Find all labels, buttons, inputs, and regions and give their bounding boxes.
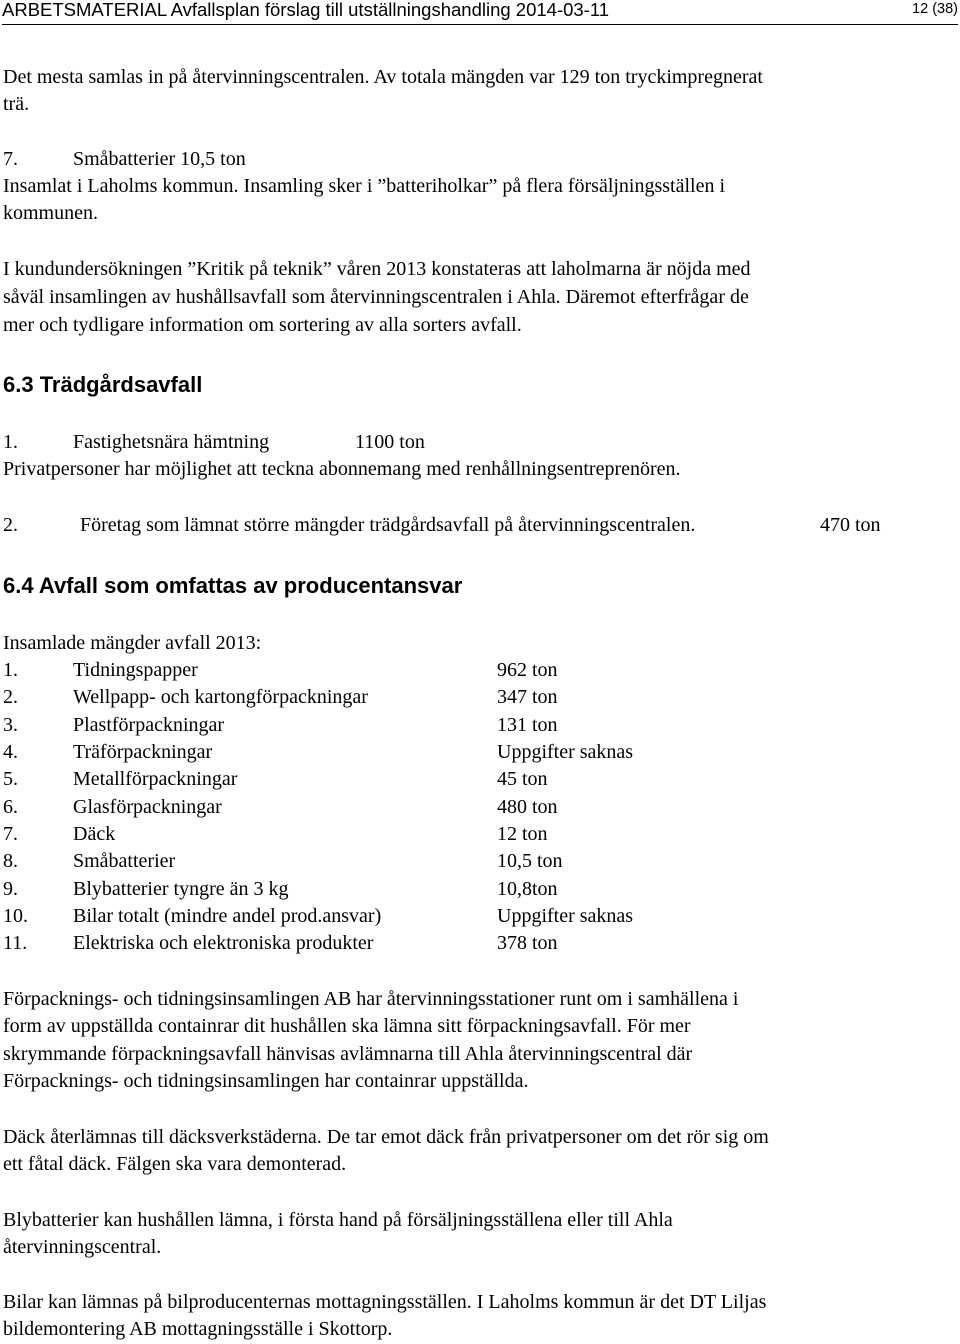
list-item-7-amount: 12 ton <box>497 823 548 845</box>
item7-number: 7. <box>3 148 18 170</box>
ftiab-line-2: form av uppställda containrar dit hushållen ska lämna sitt förpackningsavfall. För mer <box>3 1015 691 1037</box>
list-item-10-amount: Uppgifter saknas <box>497 905 634 927</box>
garden-item2-amount: 470 ton <box>820 514 881 536</box>
ftiab-line-4: Förpacknings- och tidningsinsamlingen har containrar uppställda. <box>3 1070 529 1092</box>
survey-line-3: mer och tydligare information om sortering av alla sorters avfall. <box>3 314 522 336</box>
list-item-3-number: 3. <box>3 714 18 736</box>
list-item-3-label: Plastförpackningar <box>73 714 225 736</box>
list-item-5-label: Metallförpackningar <box>73 768 238 790</box>
document-title: ARBETSMATERIAL Avfallsplan förslag till utställningshandling 2014-03-11 <box>2 0 610 20</box>
list-item-2-amount: 347 ton <box>497 686 558 708</box>
list-item-11-amount: 378 ton <box>497 932 558 954</box>
survey-line-1: I kundundersökningen ”Kritik på teknik” våren 2013 konstateras att laholmarna är nöjda med <box>3 258 751 280</box>
page-header <box>2 0 958 25</box>
list-item-1-amount: 962 ton <box>497 659 558 681</box>
garden-item1-amount: 1100 ton <box>355 431 425 453</box>
ftiab-line-3: skrymmande förpackningsavfall hänvisas avlämnarna till Ahla återvinningscentral där <box>3 1043 693 1065</box>
garden-item2-text: Företag som lämnat större mängder trädgårdsavfall på återvinningscentralen. <box>80 514 696 536</box>
list-item-8-number: 8. <box>3 850 18 872</box>
garden-item1-number: 1. <box>3 431 18 453</box>
heading-6-4: 6.4 Avfall som omfattas av producentansvar <box>3 573 463 598</box>
cars-line-1: Bilar kan lämnas på bilproducenternas mottagningsställen. I Laholms kommun är det DT Liljas <box>3 1291 767 1313</box>
batteries-line-2: återvinningscentral. <box>3 1236 162 1258</box>
list-item-9-label: Blybatterier tyngre än 3 kg <box>73 878 289 900</box>
heading-6-3: 6.3 Trädgårdsavfall <box>3 372 203 397</box>
list-item-10-number: 10. <box>3 905 28 927</box>
batteries-line-1: Blybatterier kan hushållen lämna, i första hand på försäljningsställena eller till Ahla <box>3 1209 673 1231</box>
list-item-4-label: Träförpackningar <box>73 741 213 763</box>
list-item-7-number: 7. <box>3 823 18 845</box>
garden-item1-desc: Privatpersoner har möjlighet att teckna abonnemang med renhållningsentreprenören. <box>3 458 681 480</box>
garden-item2-number: 2. <box>3 514 18 536</box>
list-item-5-amount: 45 ton <box>497 768 548 790</box>
list-item-11-label: Elektriska och elektroniska produkter <box>73 932 374 954</box>
list-item-11-number: 11. <box>3 932 28 954</box>
garden-item1-text: Fastighetsnära hämtning <box>73 431 270 453</box>
list-item-3-amount: 131 ton <box>497 714 558 736</box>
list-item-8-amount: 10,5 ton <box>497 850 563 872</box>
list-item-9-amount: 10,8ton <box>497 878 558 900</box>
list-item-2-number: 2. <box>3 686 18 708</box>
list-item-1-number: 1. <box>3 659 18 681</box>
list-item-4-number: 4. <box>3 741 18 763</box>
intro-line-2: trä. <box>3 93 30 115</box>
tires-line-1: Däck återlämnas till däcksverkstäderna. De tar emot däck från privatpersoner om det rör sig om <box>3 1126 769 1148</box>
list-item-8-label: Småbatterier <box>73 850 176 872</box>
list-item-9-number: 9. <box>3 878 18 900</box>
tires-line-2: ett fåtal däck. Fälgen ska vara demonterad. <box>3 1153 347 1175</box>
intro-line-1: Det mesta samlas in på återvinningscentralen. Av totala mängden var 129 ton tryckimpregnerat <box>3 66 763 88</box>
list-item-6-number: 6. <box>3 796 18 818</box>
list-item-2-label: Wellpapp- och kartongförpackningar <box>73 686 368 708</box>
list-item-5-number: 5. <box>3 768 18 790</box>
page-number: 12 (38) <box>912 1 958 17</box>
list-item-1-label: Tidningspapper <box>73 659 198 681</box>
list-item-7-label: Däck <box>73 823 116 845</box>
list-item-4-amount: Uppgifter saknas <box>497 741 634 763</box>
ftiab-line-1: Förpacknings- och tidningsinsamlingen AB har återvinningsstationer runt om i samhällena i <box>3 988 739 1010</box>
cars-line-2: bildemontering AB mottagningsställe i Skottorp. <box>3 1318 393 1340</box>
item7-title: Småbatterier 10,5 ton <box>73 148 246 170</box>
list-item-10-label: Bilar totalt (mindre andel prod.ansvar) <box>73 905 382 927</box>
list-item-6-amount: 480 ton <box>497 796 558 818</box>
item7-line-2: kommunen. <box>3 202 98 224</box>
list-item-6-label: Glasförpackningar <box>73 796 222 818</box>
list-title: Insamlade mängder avfall 2013: <box>3 632 262 654</box>
item7-line-1: Insamlat i Laholms kommun. Insamling sker i ”batteriholkar” på flera försäljningsställen i <box>3 175 726 197</box>
survey-line-2: såväl insamlingen av hushållsavfall som återvinningscentralen i Ahla. Däremot efterfrågar de <box>3 286 749 308</box>
